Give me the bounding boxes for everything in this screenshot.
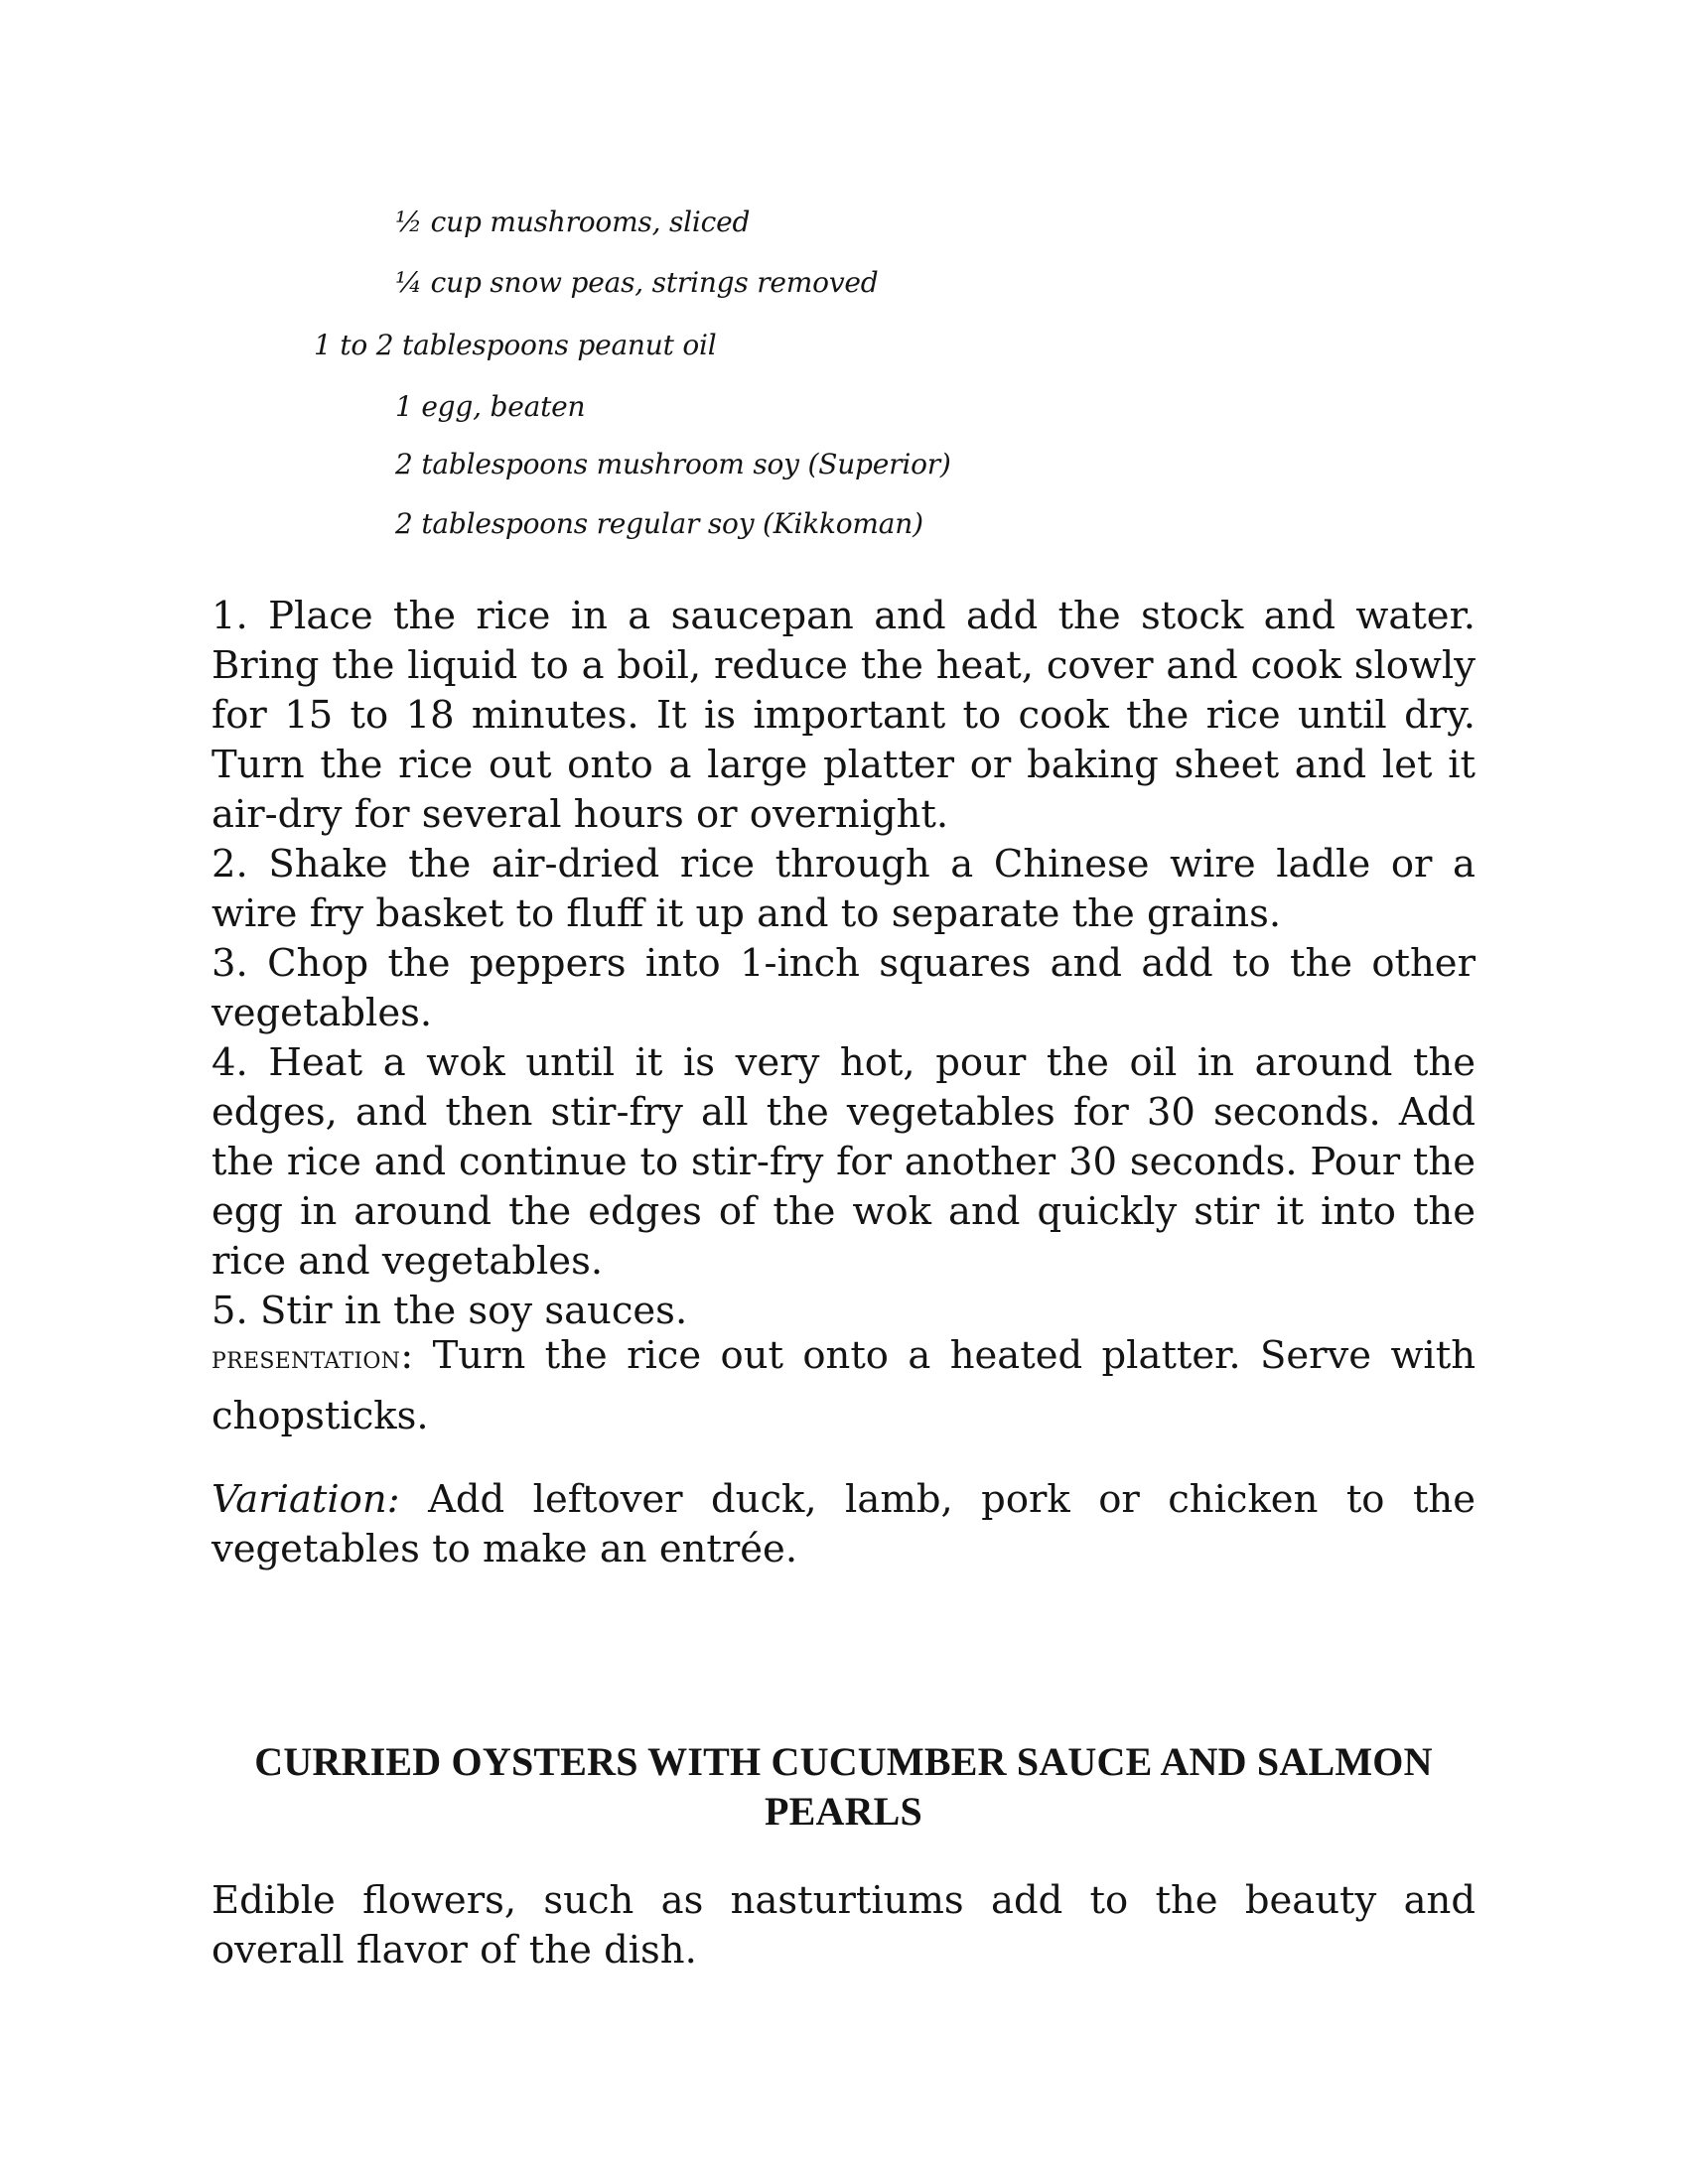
method-steps — [211, 592, 1476, 1336]
ingredient-item: ¼ cup snow peas, strings removed — [395, 266, 879, 299]
ingredient-item: 1 to 2 tablespoons peanut oil — [314, 329, 717, 361]
method-step: 2. Shake the air-dried rice through a Chinese wire ladle or a wire fry basket to fluff it up and to separate the grains. — [211, 842, 1476, 936]
method-step: 1. Place the rice in a saucepan and add the stock and water. Bring the liquid to a boil, reduce the heat, cover and cook slowly for 15 to 18 minutes. It is important to cook the rice until dry. Turn the rice out onto a large platter or baking sheet and let it air-dry for several hours or overnight. — [211, 594, 1476, 837]
ingredient-item: 2 tablespoons mushroom soy (Superior) — [395, 448, 951, 480]
variation-text: Add leftover duck, lamb, pork or chicken to the vegetables to make an entrée. — [211, 1477, 1476, 1571]
variation-note — [211, 1475, 1476, 1574]
presentation-text: : Turn the rice out onto a heated platter. Serve with chopsticks. — [211, 1333, 1476, 1438]
presentation-note — [211, 1328, 1476, 1443]
ingredient-item: 2 tablespoons regular soy (Kikkoman) — [395, 507, 923, 540]
variation-label: Variation: — [211, 1477, 400, 1522]
method-step: 4. Heat a wok until it is very hot, pour the oil in around the edges, and then stir-fry all the vegetables for 30 seconds. Add the rice and continue to stir-fry for another 30 seconds. Pour the egg in around the edges of the wok and quickly stir it into the rice and vegetables. — [211, 1040, 1476, 1284]
ingredient-item: 1 egg, beaten — [395, 390, 586, 423]
presentation-label: PRESENTATION — [211, 1349, 401, 1374]
recipe-intro: Edible flowers, such as nasturtiums add to the beauty and overall flavor of the dish. — [211, 1878, 1476, 1973]
method-step: 5. Stir in the soy sauces. — [211, 1289, 688, 1333]
recipe-title: CURRIED OYSTERS WITH CUCUMBER SAUCE AND SALMON PEARLS — [254, 1739, 1433, 1834]
ingredient-item: ½ cup mushrooms, sliced — [395, 205, 751, 238]
method-step: 3. Chop the peppers into 1-inch squares and add to the other vegetables. — [211, 941, 1476, 1035]
